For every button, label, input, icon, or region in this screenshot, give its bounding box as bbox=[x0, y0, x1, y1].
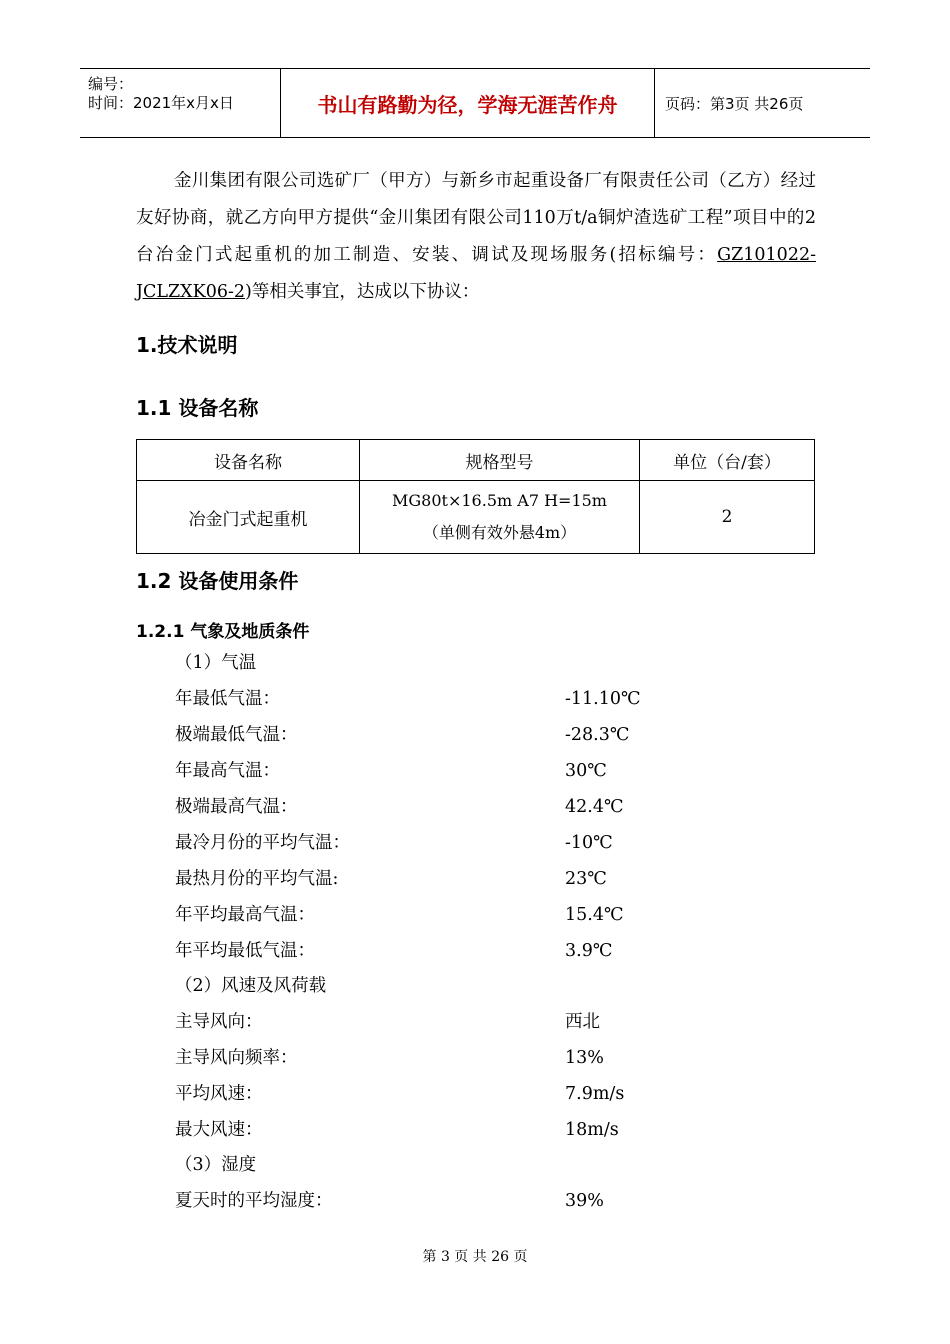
list-item bbox=[175, 861, 607, 897]
number-label: 编号： bbox=[88, 75, 134, 93]
temperature-title: （1）气温 bbox=[175, 653, 257, 673]
item-label: 年平均最低气温： bbox=[175, 941, 315, 961]
list-item bbox=[175, 1183, 604, 1219]
item-value: 39% bbox=[565, 1191, 604, 1211]
equipment-spec-cell bbox=[360, 481, 640, 554]
header-page-info bbox=[655, 69, 870, 137]
item-label: 夏天时的平均湿度： bbox=[175, 1191, 333, 1211]
item-value: -11.10℃ bbox=[565, 689, 641, 709]
item-value: 15.4℃ bbox=[565, 905, 624, 925]
page-info-text: 页码：第3页 共26页 bbox=[665, 94, 804, 113]
date-label: 时间：2021年x月x日 bbox=[88, 94, 234, 112]
item-value: 42.4℃ bbox=[565, 797, 624, 817]
spec-line-2: （单侧有效外悬4m） bbox=[422, 523, 577, 542]
list-item bbox=[175, 789, 624, 825]
item-label: 最热月份的平均气温: bbox=[175, 869, 339, 889]
item-label: 年平均最高气温： bbox=[175, 905, 315, 925]
item-label: 主导风向频率： bbox=[175, 1048, 298, 1068]
item-value: 23℃ bbox=[565, 869, 607, 889]
list-item bbox=[175, 717, 630, 753]
item-label: 极端最低气温： bbox=[175, 725, 298, 745]
page-footer: 第 3 页 共 26 页 bbox=[422, 1249, 528, 1265]
intro-paragraph bbox=[136, 163, 816, 311]
item-value: 30℃ bbox=[565, 761, 607, 781]
humidity-title: （3）湿度 bbox=[175, 1155, 257, 1175]
section-1-1-heading: 1.1 设备名称 bbox=[136, 396, 259, 420]
equipment-name-cell: 冶金门式起重机 bbox=[137, 481, 360, 554]
list-item bbox=[175, 825, 613, 861]
section-1-2-1-heading: 1.2.1 气象及地质条件 bbox=[136, 622, 310, 642]
item-label: 主导风向： bbox=[175, 1012, 263, 1032]
list-item bbox=[175, 1076, 625, 1112]
header-meta bbox=[80, 69, 281, 137]
list-item bbox=[175, 1004, 600, 1040]
list-item bbox=[175, 1112, 619, 1148]
list-item bbox=[175, 681, 641, 717]
spec-line-1: MG80t×16.5m A7 H=15m bbox=[392, 491, 607, 510]
item-value: 7.9m/s bbox=[565, 1084, 625, 1104]
item-label: 年最低气温： bbox=[175, 689, 280, 709]
item-label: 极端最高气温： bbox=[175, 797, 298, 817]
table-header-row bbox=[137, 440, 815, 481]
item-label: 年最高气温： bbox=[175, 761, 280, 781]
item-value: -28.3℃ bbox=[565, 725, 630, 745]
equipment-unit-cell: 2 bbox=[640, 481, 815, 554]
table-header-cell: 规格型号 bbox=[360, 440, 640, 481]
item-label: 最大风速： bbox=[175, 1120, 263, 1140]
item-value: -10℃ bbox=[565, 833, 613, 853]
table-row bbox=[137, 481, 815, 554]
table-header-cell: 设备名称 bbox=[137, 440, 360, 481]
table-header-cell: 单位（台/套） bbox=[640, 440, 815, 481]
item-value: 西北 bbox=[565, 1012, 600, 1032]
list-item bbox=[175, 897, 624, 933]
page-header bbox=[80, 68, 870, 138]
list-item bbox=[175, 1040, 604, 1076]
wind-title: （2）风速及风荷载 bbox=[175, 976, 327, 996]
list-item bbox=[175, 933, 613, 969]
intro-text-after: )等相关事宜，达成以下协议： bbox=[245, 282, 480, 302]
intro-text-before: 金川集团有限公司选矿厂（甲方）与新乡市起重设备厂有限责任公司（乙方）经过友好协商，就乙方向甲方提供“金川集团有限公司110万t/a铜炉渣选矿工程”项目中的2台冶金门式起重机的加工制造、安装、调试及现场服务(招标编号： bbox=[136, 171, 816, 265]
header-motto: 书山有路勤为径，学海无涯苦作舟 bbox=[281, 69, 655, 137]
bid-number: GZ101022-JCLZXK06-2 bbox=[136, 245, 816, 302]
equipment-table bbox=[136, 439, 815, 554]
item-value: 18m/s bbox=[565, 1120, 619, 1140]
item-label: 最冷月份的平均气温： bbox=[175, 833, 350, 853]
list-item bbox=[175, 753, 607, 789]
section-1-2-heading: 1.2 设备使用条件 bbox=[136, 569, 299, 593]
item-value: 3.9℃ bbox=[565, 941, 613, 961]
item-label: 平均风速： bbox=[175, 1084, 263, 1104]
section-1-heading: 1.技术说明 bbox=[136, 333, 238, 357]
item-value: 13% bbox=[565, 1048, 604, 1068]
